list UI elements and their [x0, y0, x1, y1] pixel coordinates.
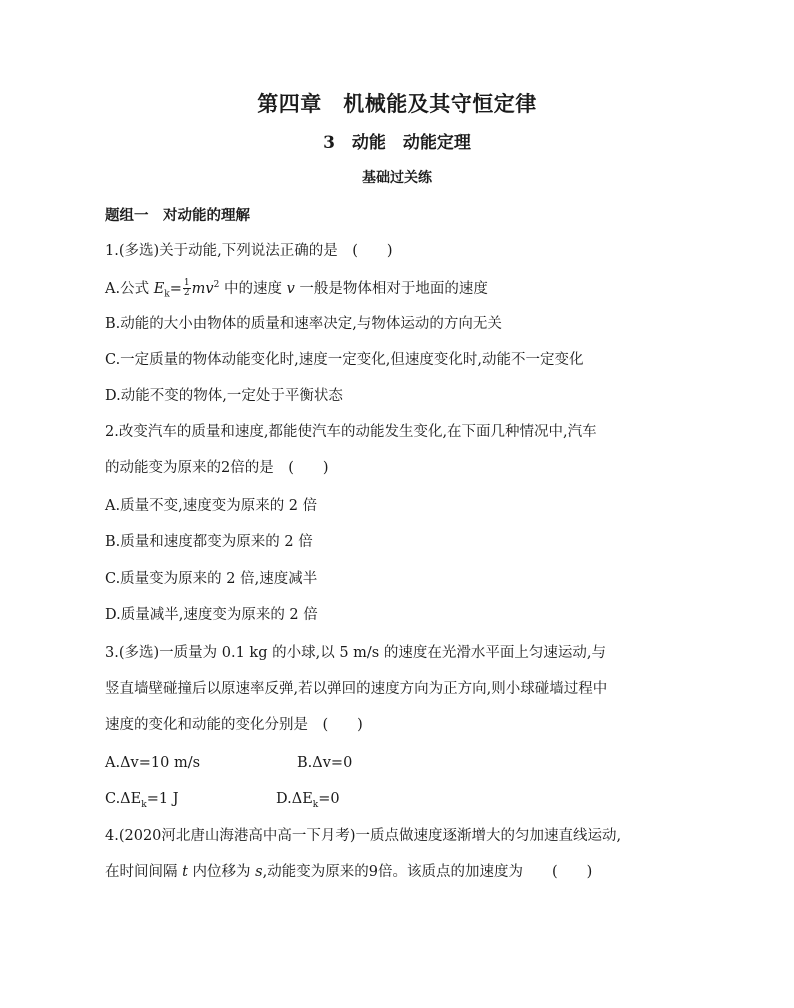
- q1-stem: 1.(多选)关于动能,下列说法正确的是 ( ): [105, 243, 393, 259]
- q3-c-pre: C.ΔE: [105, 791, 142, 807]
- q1-a-prefix: A.公式: [105, 280, 154, 297]
- q1-a-E: E: [153, 280, 165, 297]
- q4-line2-mid: 内位移为: [187, 864, 256, 880]
- q2-option-b: B.质量和速度都变为原来的 2 倍: [105, 534, 313, 550]
- q3-c-post: =1 J: [146, 791, 179, 807]
- q3-d-pre: D.ΔE: [276, 791, 313, 807]
- q2-stem-line1: 2.改变汽车的质量和速度,都能使汽车的动能发生变化,在下面几种情况中,汽车: [105, 424, 597, 440]
- q1-a-eq: =: [169, 280, 182, 297]
- q3-stem-line1: 3.(多选)一质量为 0.1 kg 的小球,以 5 m/s 的速度在光滑水平面上匀速运动,与: [105, 645, 606, 661]
- q3-stem-line3: 速度的变化和动能的变化分别是 ( ): [105, 717, 363, 733]
- q2-option-d: D.质量减半,速度变为原来的 2 倍: [105, 607, 318, 623]
- q3-d-sub: k: [312, 799, 319, 810]
- q4-line2-pre: 在时间间隔: [105, 864, 183, 880]
- q1-option-c: C.一定质量的物体动能变化时,速度一定变化,但速度变化时,动能不一定变化: [105, 352, 584, 368]
- q3-stem-line2: 竖直墙壁碰撞后以原速率反弹,若以弹回的速度方向为正方向,则小球碰墙过程中: [105, 681, 608, 697]
- q3-d-post: =0: [318, 791, 340, 807]
- q1-a-v: v: [286, 280, 295, 297]
- q3-option-d: [276, 789, 340, 815]
- q1-a-mv: mv: [191, 280, 214, 297]
- section-title: 3 动能 动能定理: [323, 133, 471, 153]
- q1-a-fraction: [183, 279, 191, 298]
- q2-stem-line2: 的动能变为原来的2倍的是 ( ): [105, 460, 329, 476]
- q4-line2-t: t: [182, 864, 188, 880]
- q4-line2-s: s: [255, 864, 263, 880]
- q1-option-a: [105, 275, 488, 305]
- q3-option-a: A.Δv=10 m/s: [105, 755, 201, 771]
- q1-a-sub: k: [164, 289, 170, 300]
- q1-option-b: B.动能的大小由物体的质量和速率决定,与物体运动的方向无关: [105, 316, 502, 332]
- q2-option-a: A.质量不变,速度变为原来的 2 倍: [105, 498, 318, 514]
- q1-option-d: D.动能不变的物体,一定处于平衡状态: [105, 388, 343, 404]
- q1-a-tail: 一般是物体相对于地面的速度: [294, 280, 488, 297]
- q4-stem-line1: 4.(2020河北唐山海港高中高一下月考)一质点做速度逐渐增大的匀加速直线运动,: [105, 828, 622, 844]
- q4-line2-post: ,动能变为原来的9倍。该质点的加速度为 ( ): [262, 864, 593, 880]
- q4-stem-line2: [105, 862, 592, 882]
- subheading: 基础过关练: [362, 170, 432, 186]
- q3-c-sub: k: [141, 799, 147, 810]
- q1-a-frac-num: 1: [183, 278, 190, 289]
- q1-a-suffix: 中的速度: [219, 280, 287, 297]
- q1-a-frac-den: 2: [183, 288, 190, 299]
- q1-a-sup: 2: [213, 280, 220, 290]
- q2-option-c: C.质量变为原来的 2 倍,速度减半: [105, 571, 318, 587]
- q3-option-b: B.Δv=0: [297, 755, 353, 771]
- chapter-title: 第四章 机械能及其守恒定律: [257, 91, 537, 116]
- group-title: 题组一 对动能的理解: [105, 207, 250, 224]
- q3-option-c: [105, 789, 179, 815]
